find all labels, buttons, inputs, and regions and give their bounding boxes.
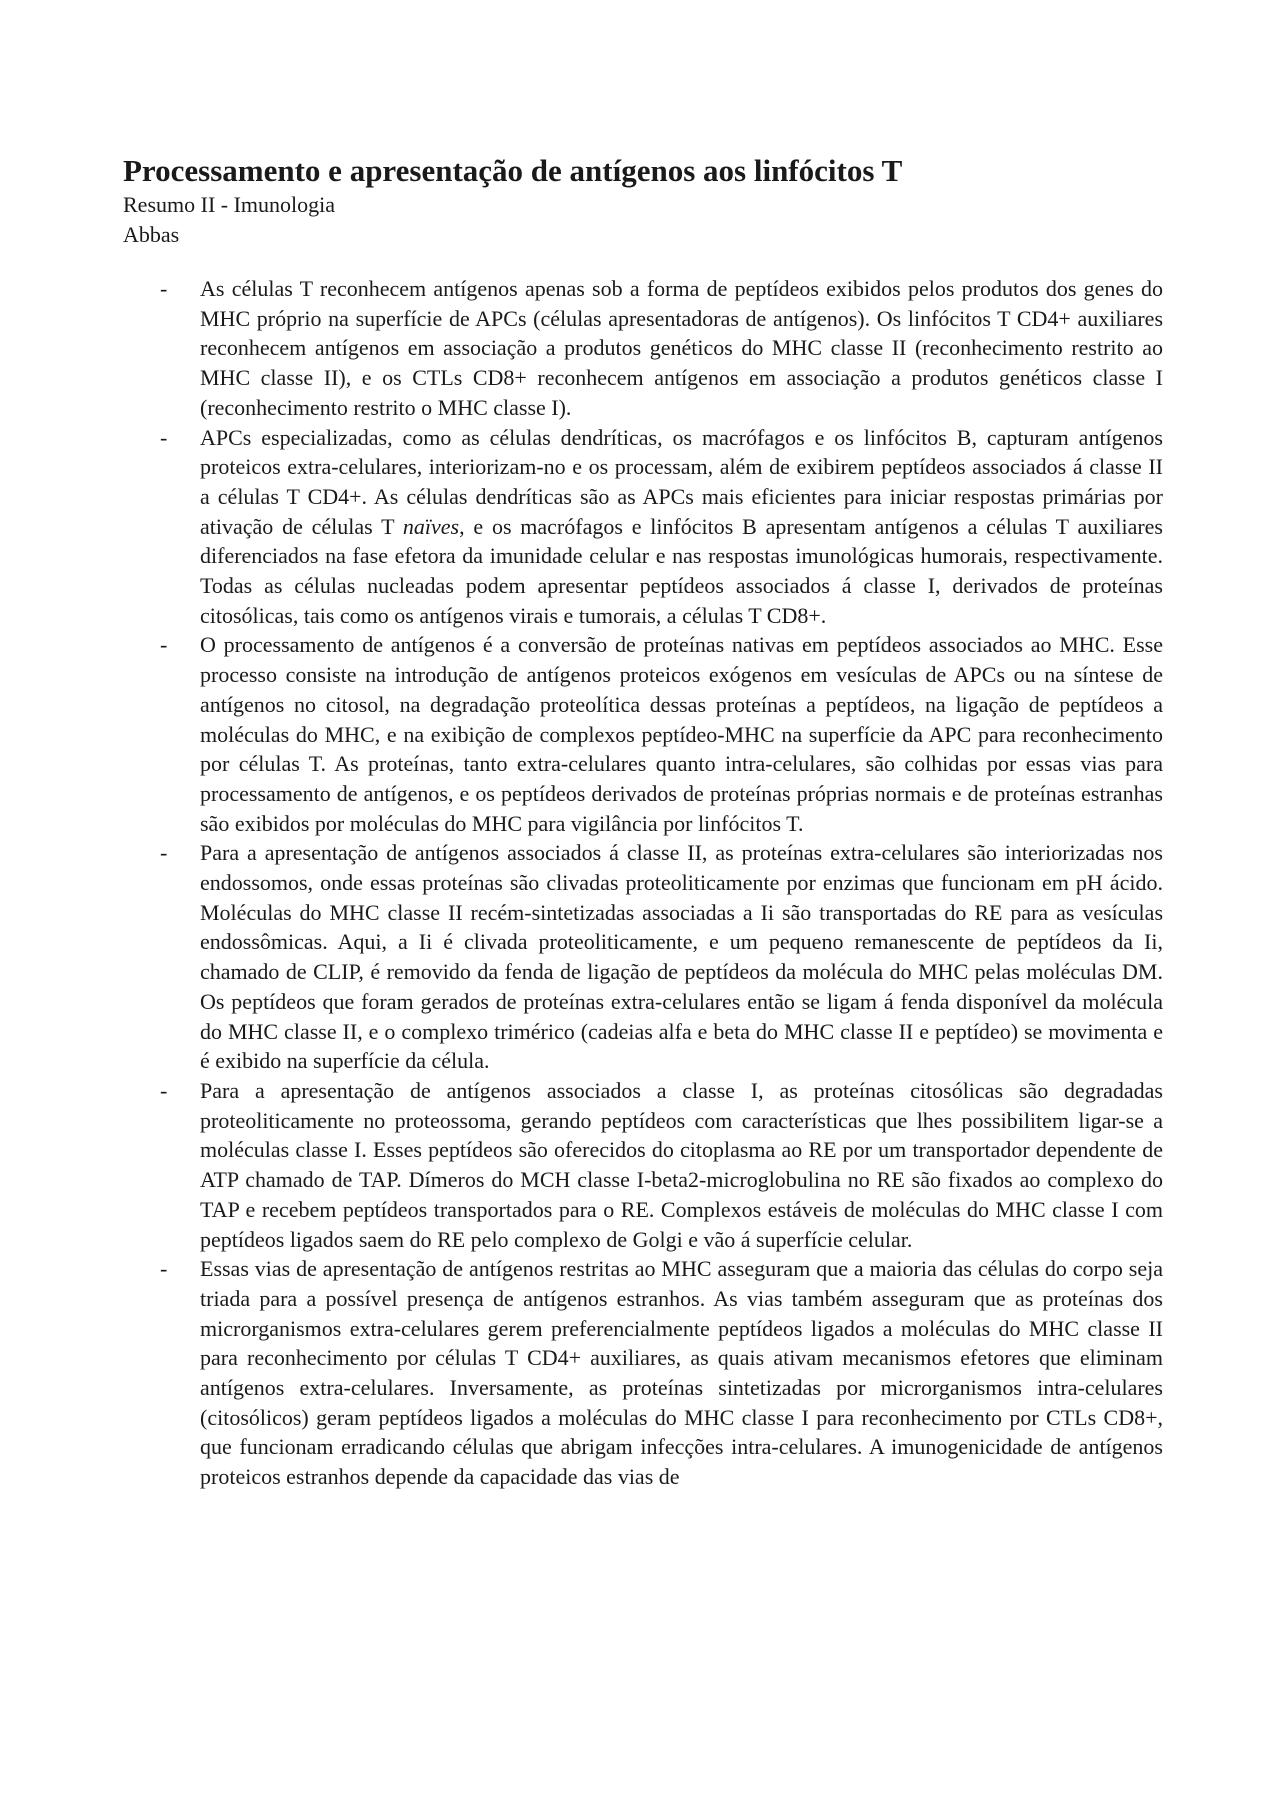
bullet-marker: -	[160, 424, 168, 450]
bullet-text: Para a apresentação de antígenos associados á classe II, as proteínas extra-celulares são interiorizadas nos endossomos, onde essas proteínas são clivadas proteoliticamente por enzimas que funcionam em pH ácido. Moléculas do MHC classe II recém-sintetizadas associadas a Ii são transportadas do RE para as vesículas endossômicas. Aqui, a Ii é clivada proteoliticamente, e um pequeno remanescente de peptídeos da Ii, chamado de CLIP, é removido da fenda de ligação de peptídeos da molécula do MHC pelas moléculas DM. Os peptídeos que foram gerados de proteínas extra-celulares então se ligam á fenda disponível da molécula do MHC classe II, e o complexo trimérico (cadeias alfa e beta do MHC classe II e peptídeo) se movimenta e é exibido na superfície da célula.	[200, 840, 1163, 1074]
bullet-marker: -	[160, 1256, 168, 1282]
bullet-list	[123, 274, 1163, 1492]
bullet-text: APCs especializadas, como as células dendríticas, os macrófagos e os linfócitos B, capturam antígenos proteicos extra-celulares, interiorizam-no e os processam, além de exibirem peptídeos associados á classe II a células T CD4+. As células dendríticas são as APCs mais eficientes para iniciar respostas primárias por ativação de células T	[200, 424, 1163, 539]
bullet-text: Essas vias de apresentação de antígenos restritas ao MHC asseguram que a maioria das células do corpo seja triada para a possível presença de antígenos estranhos. As vias também asseguram que as proteínas dos microrganismos extra-celulares gerem preferencialmente peptídeos ligados a moléculas do MHC classe II para reconhecimento por células T CD4+ auxiliares, as quais ativam mecanismos efetores que eliminam antígenos extra-celulares. Inversamente, as proteínas sintetizadas por microrganismos intra-celulares (citosólicos) geram peptídeos ligados a moléculas do MHC classe I para reconhecimento por CTLs CD8+, que funcionam erradicando células que abrigam infecções intra-celulares. A imunogenicidade de antígenos proteicos estranhos depende da capacidade das vias de	[200, 1256, 1163, 1490]
bullet-text: As células T reconhecem antígenos apenas sob a forma de peptídeos exibidos pelos produtos dos genes do MHC próprio na superfície de APCs (células apresentadoras de antígenos). Os linfócitos T CD4+ auxiliares reconhecem antígenos em associação a produtos genéticos do MHC classe II (reconhecimento restrito ao MHC classe II), e os CTLs CD8+ reconhecem antígenos em associação a produtos genéticos classe I (reconhecimento restrito o MHC classe I).	[200, 276, 1163, 420]
bullet-text: O processamento de antígenos é a conversão de proteínas nativas em peptídeos associados ao MHC. Esse processo consiste na introdução de antígenos proteicos exógenos em vesículas de APCs ou na síntese de antígenos no citosol, na degradação proteolítica dessas proteínas a peptídeos, na ligação de peptídeos a moléculas do MHC, e na exibição de complexos peptídeo-MHC na superfície da APC para reconhecimento por células T. As proteínas, tanto extra-celulares quanto intra-celulares, são colhidas por essas vias para processamento de antígenos, e os peptídeos derivados de proteínas próprias normais e de proteínas estranhas são exibidos por moléculas do MHC para vigilância por linfócitos T.	[200, 632, 1163, 836]
document-title: Processamento e apresentação de antígenos aos linfócitos T	[123, 153, 903, 188]
bullet-text: , e os macrófagos e linfócitos B apresentam antígenos a células T auxiliares diferenciados na fase efetora da imunidade celular e nas respostas imunológicas humorais, respectivamente. Todas as células nucleadas podem apresentar peptídeos associados á classe I, derivados de proteínas citosólicas, tais como os antígenos virais e tumorais, a células T CD8+.	[200, 513, 1163, 628]
document-subtitle: Resumo II - Imunologia	[123, 192, 336, 217]
bullet-item	[123, 423, 1163, 631]
bullet-marker: -	[160, 1077, 168, 1103]
bullet-marker: -	[160, 632, 168, 658]
bullet-item	[123, 630, 1163, 838]
bullet-text: Para a apresentação de antígenos associados a classe I, as proteínas citosólicas são degradadas proteoliticamente no proteossoma, gerando peptídeos com características que lhes possibilitem ligar-se a moléculas classe I. Esses peptídeos são oferecidos do citoplasma ao RE por um transportador dependente de ATP chamado de TAP. Dímeros do MCH classe I-beta2-microglobulina no RE são fixados ao complexo do TAP e recebem peptídeos transportados para o RE. Complexos estáveis de moléculas do MHC classe I com peptídeos ligados saem do RE pelo complexo de Golgi e vão á superfície celular.	[200, 1077, 1163, 1252]
document-page	[123, 152, 1163, 1492]
bullet-text-italic: naïves	[402, 513, 460, 539]
document-author: Abbas	[123, 222, 180, 247]
bullet-item	[123, 274, 1163, 423]
bullet-marker: -	[160, 276, 168, 301]
bullet-marker: -	[160, 840, 168, 866]
bullet-item	[123, 1254, 1163, 1492]
bullet-item	[123, 1076, 1163, 1254]
bullet-item	[123, 838, 1163, 1076]
